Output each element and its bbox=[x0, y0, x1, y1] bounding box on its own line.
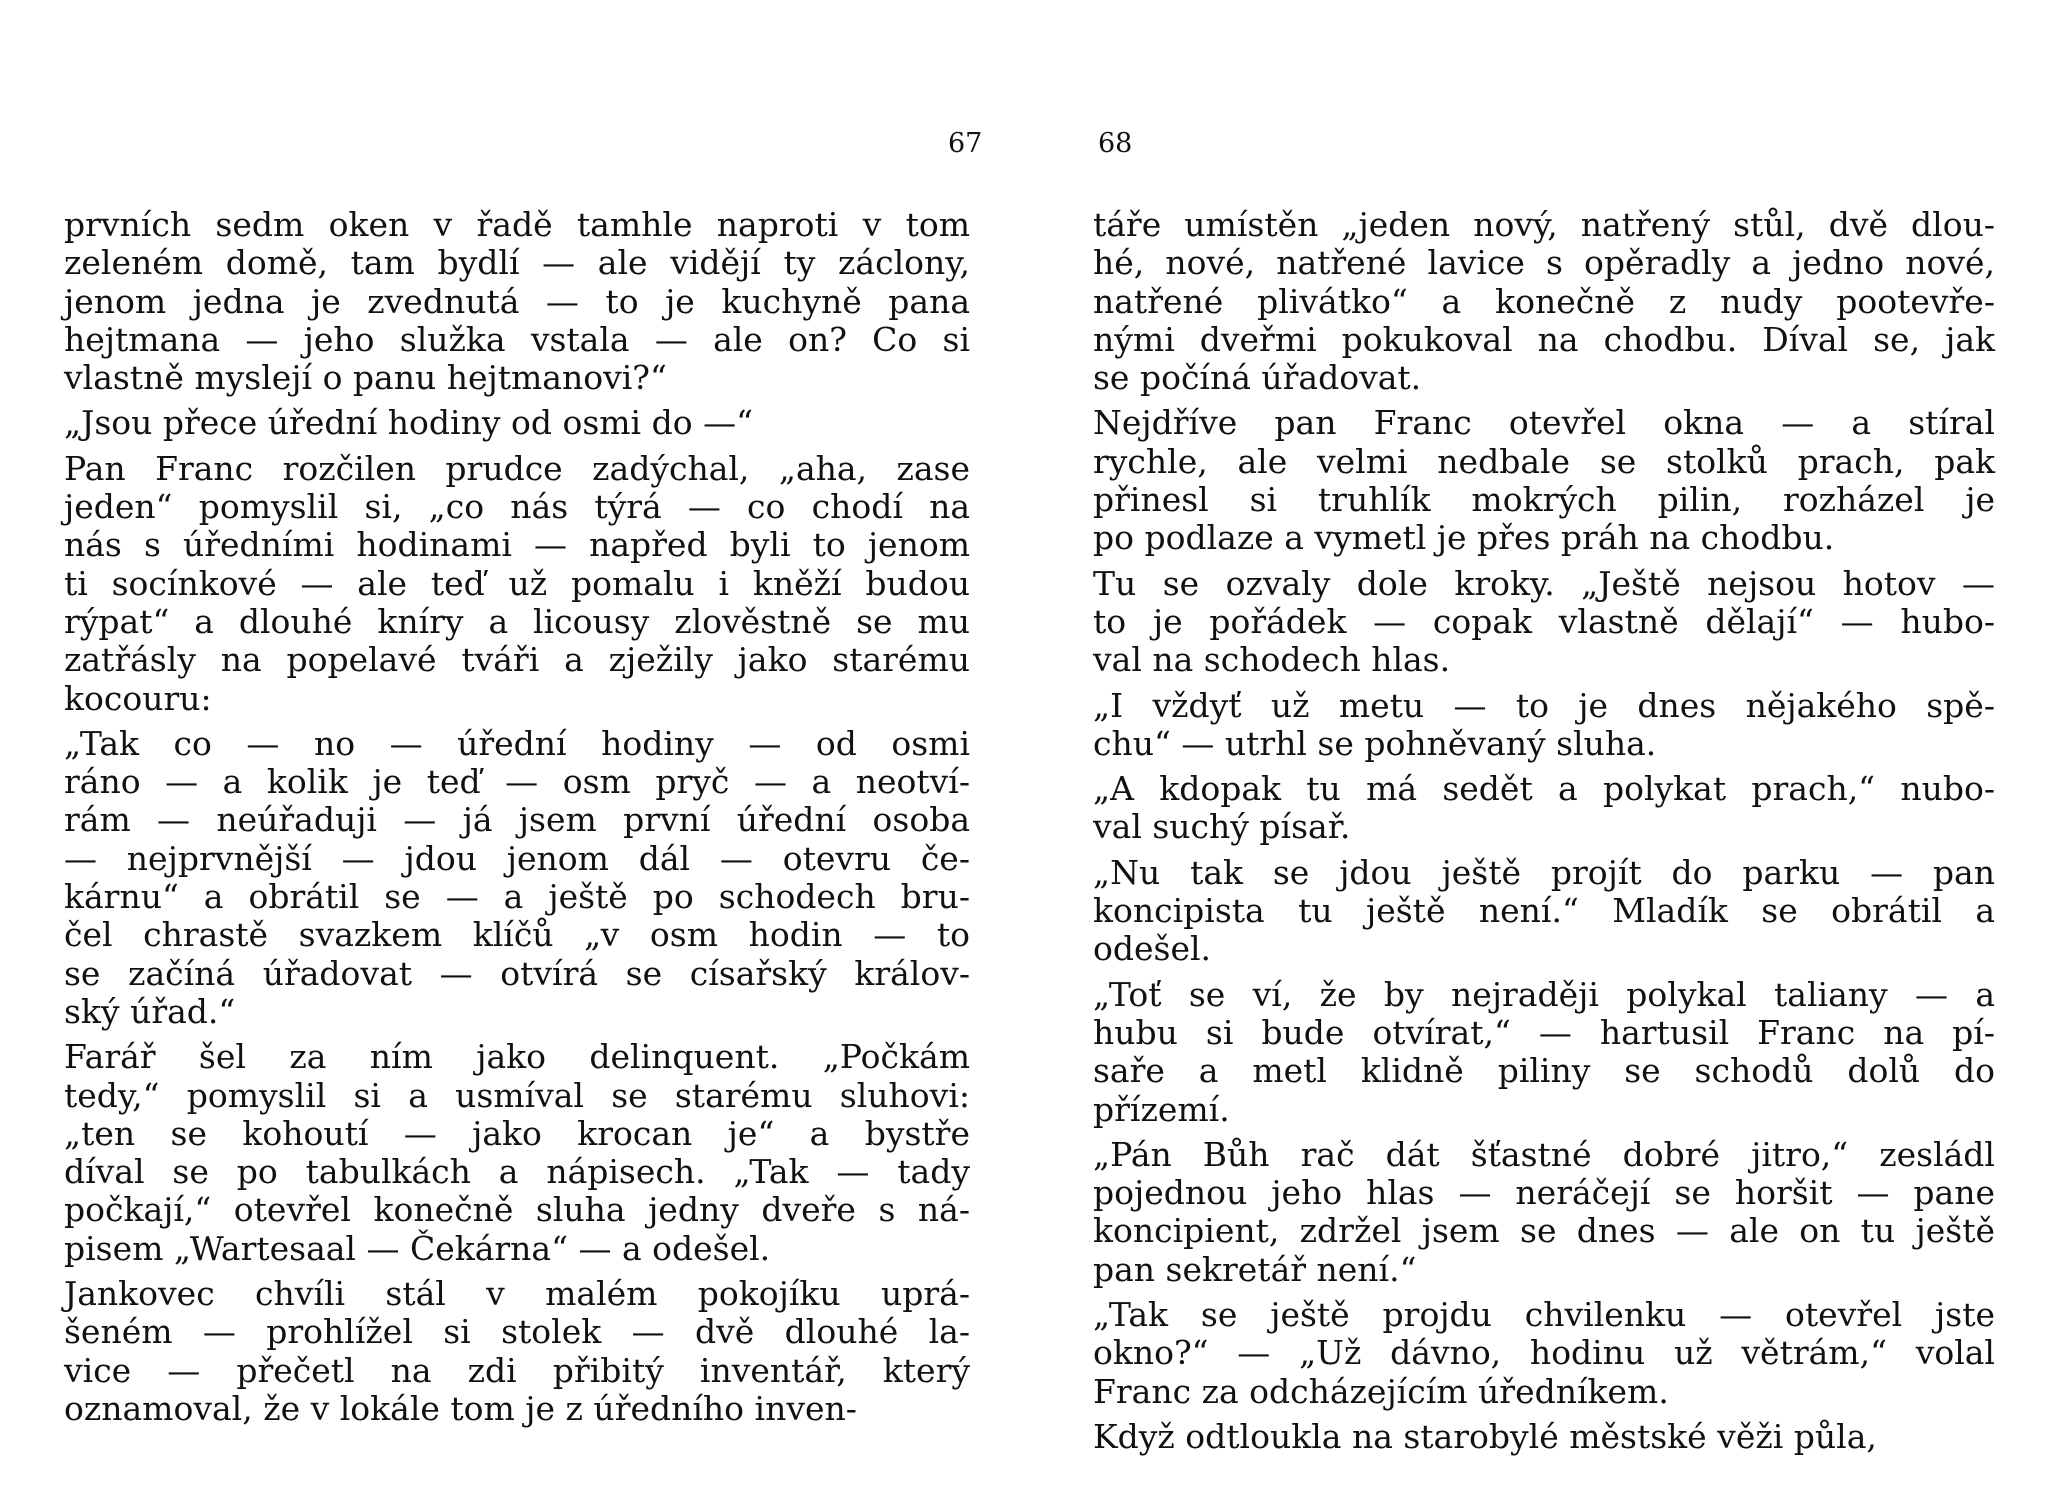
text-line: rýpat“ a dlouhé kníry a licousy zlověstně se mu bbox=[64, 601, 970, 641]
text-line: Když odtloukla na starobylé městské věži půla, bbox=[1093, 1416, 1877, 1456]
paragraph bbox=[1093, 687, 1995, 764]
text-line: kocouru: bbox=[64, 678, 212, 718]
text-line: „I vždyť už metu — to je dnes nějakého spě- bbox=[1093, 685, 1995, 725]
text-line: jenom jedna je zvednutá — to je kuchyně pana bbox=[64, 281, 970, 321]
text-line: pisem „Wartesaal — Čekárna“ — a odešel. bbox=[64, 1228, 771, 1268]
text-line: odešel. bbox=[1093, 929, 1212, 969]
text-line: „Tak co — no — úřední hodiny — od osmi bbox=[64, 723, 970, 763]
paragraph bbox=[1093, 1418, 1995, 1456]
text-line: zatřásly na popelavé tváři a zježily jako starému bbox=[64, 640, 970, 680]
text-line: oznamoval, že v lokále tom je z úředního inven- bbox=[64, 1388, 857, 1428]
text-line: „Toť se ví, že by nejraději polykal taliany — a bbox=[1093, 974, 1995, 1014]
paragraph bbox=[1093, 1296, 1995, 1411]
paragraph bbox=[1093, 206, 1995, 397]
text-line: se začíná úřadovat — otvírá se císařský králov- bbox=[64, 953, 970, 993]
paragraph bbox=[64, 1275, 970, 1428]
page-number-left: 67 bbox=[948, 128, 983, 159]
text-line: saře a metl klidně piliny se schodů dolů do bbox=[1093, 1051, 1995, 1091]
paragraph bbox=[1093, 404, 1995, 557]
text-line: nás s úředními hodinami — napřed byli to jenom bbox=[64, 525, 970, 565]
text-line: „Jsou přece úřední hodiny od osmi do —“ bbox=[64, 403, 753, 443]
paragraph bbox=[1093, 770, 1995, 847]
text-line: jeden“ pomyslil si, „co nás týrá — co chodí na bbox=[64, 487, 970, 527]
text-line: pojednou jeho hlas — neráčejí se horšit — pane bbox=[1093, 1173, 1995, 1213]
text-line: kárnu“ a obrátil se — a ještě po schodech bru- bbox=[64, 877, 970, 917]
paragraph bbox=[64, 206, 970, 397]
text-line: se počíná úřadovat. bbox=[1093, 358, 1422, 398]
text-line: hubu si bude otvírat,“ — hartusil Franc na pí- bbox=[1093, 1012, 1995, 1052]
text-line: čel chrastě svazkem klíčů „v osm hodin — to bbox=[64, 915, 970, 955]
text-line: po podlaze a vymetl je přes práh na chodbu. bbox=[1093, 518, 1835, 558]
paragraph bbox=[1093, 1136, 1995, 1289]
paragraph bbox=[64, 725, 970, 1031]
text-line: táře umístěn „jeden nový, natřený stůl, dvě dlou- bbox=[1093, 205, 1995, 244]
right-page-text bbox=[1093, 206, 1995, 1463]
left-page-text bbox=[64, 206, 970, 1435]
text-line: ský úřad.“ bbox=[64, 991, 236, 1031]
text-line: přinesl si truhlík mokrých pilin, rozházel je bbox=[1093, 480, 1995, 520]
paragraph bbox=[1093, 565, 1995, 680]
text-line: „Pán Bůh rač dát šťastné dobré jitro,“ zesládl bbox=[1093, 1134, 1995, 1174]
text-line: Nejdříve pan Franc otevřel okna — a stíral bbox=[1093, 403, 1995, 443]
text-line: rám — neúřaduji — já jsem první úřední osoba bbox=[64, 800, 970, 840]
paragraph bbox=[64, 1038, 970, 1268]
text-line: přízemí. bbox=[1093, 1089, 1230, 1129]
text-line: nými dveřmi pokukoval na chodbu. Díval se, jak bbox=[1093, 319, 1995, 359]
text-line: natřené plivátko“ a konečně z nudy pootevře- bbox=[1093, 281, 1995, 321]
text-line: koncipient, zdržel jsem se dnes — ale on tu ještě bbox=[1093, 1211, 1995, 1251]
text-line: — nejprvnější — jdou jenom dál — otevru če- bbox=[64, 838, 970, 878]
text-line: ti socínkové — ale teď už pomalu i kněží budou bbox=[64, 563, 970, 603]
text-line: val suchý písař. bbox=[1093, 807, 1351, 847]
text-line: Pan Franc rozčilen prudce zadýchal, „aha, zase bbox=[64, 448, 970, 488]
text-line: „Nu tak se jdou ještě projít do parku — pan bbox=[1093, 852, 1995, 892]
text-line: pan sekretář není.“ bbox=[1093, 1249, 1417, 1289]
text-line: Franc za odcházejícím úředníkem. bbox=[1093, 1371, 1669, 1411]
paragraph bbox=[64, 404, 970, 442]
paragraph bbox=[64, 450, 970, 718]
text-line: hejtmana — jeho služka vstala — ale on? Co si bbox=[64, 319, 970, 359]
text-line: díval se po tabulkách a nápisech. „Tak — tady bbox=[64, 1152, 970, 1192]
text-line: hé, nové, natřené lavice s opěradly a jedno nové, bbox=[1093, 243, 1995, 283]
text-line: „A kdopak tu má sedět a polykat prach,“ nubo- bbox=[1093, 769, 1995, 809]
text-line: počkají,“ otevřel konečně sluha jedny dveře s ná- bbox=[64, 1190, 970, 1230]
page-number-right: 68 bbox=[1098, 128, 1133, 159]
text-line: val na schodech hlas. bbox=[1093, 640, 1451, 680]
text-line: chu“ — utrhl se pohněvaný sluha. bbox=[1093, 723, 1657, 763]
text-line: zeleném domě, tam bydlí — ale vidějí ty záclony, bbox=[64, 243, 970, 283]
text-line: okno?“ — „Už dávno, hodinu už větrám,“ volal bbox=[1093, 1333, 1995, 1373]
text-line: Farář šel za ním jako delinquent. „Počkám bbox=[64, 1037, 970, 1077]
text-line: koncipista tu ještě není.“ Mladík se obrátil a bbox=[1093, 891, 1995, 931]
text-line: prvních sedm oken v řadě tamhle naproti v tom bbox=[64, 205, 970, 244]
text-line: „Tak se ještě projdu chvilenku — otevřel jste bbox=[1093, 1295, 1995, 1335]
text-line: šeném — prohlížel si stolek — dvě dlouhé la- bbox=[64, 1312, 970, 1352]
text-line: Tu se ozvaly dole kroky. „Ještě nejsou hotov — bbox=[1093, 563, 1995, 603]
text-line: Jankovec chvíli stál v malém pokojíku uprá- bbox=[64, 1274, 970, 1314]
text-line: vice — přečetl na zdi přibitý inventář, který bbox=[64, 1350, 970, 1390]
text-line: tedy,“ pomyslil si a usmíval se starému sluhovi: bbox=[64, 1075, 970, 1115]
paragraph bbox=[1093, 854, 1995, 969]
text-line: „ten se kohoutí — jako krocan je“ a bystře bbox=[64, 1113, 970, 1153]
text-line: vlastně myslejí o panu hejtmanovi?“ bbox=[64, 358, 667, 398]
text-line: to je pořádek — copak vlastně dělají“ — hubo- bbox=[1093, 601, 1995, 641]
text-line: rychle, ale velmi nedbale se stolků prach, pak bbox=[1093, 441, 1995, 481]
text-line: ráno — a kolik je teď — osm pryč — a neotví- bbox=[64, 762, 970, 802]
paragraph bbox=[1093, 976, 1995, 1129]
